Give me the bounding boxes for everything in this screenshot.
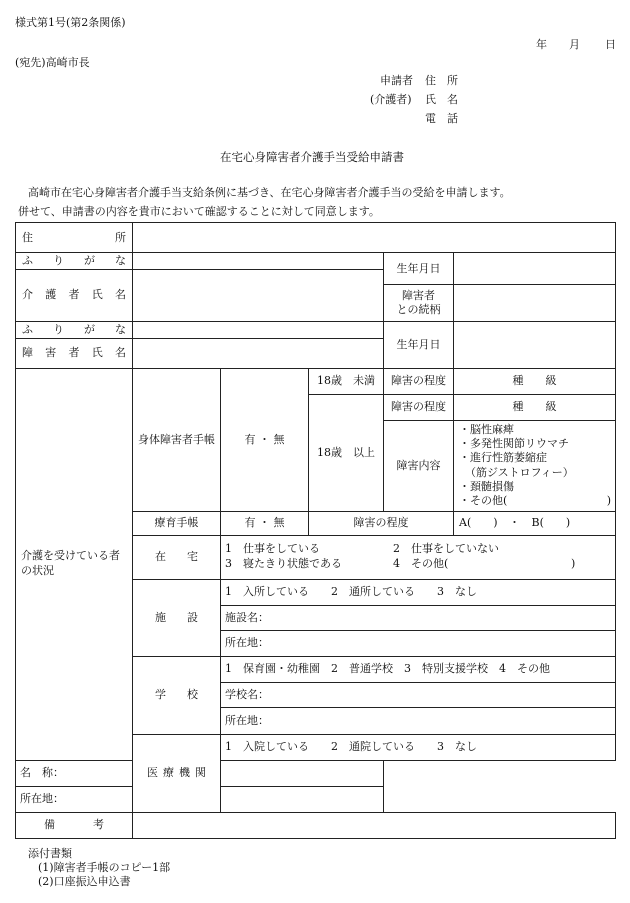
remarks-label: 備考 — [16, 812, 133, 838]
over18-label: 18歳 以上 — [309, 394, 384, 511]
disabled-furigana-label: ふりがな — [16, 321, 133, 338]
medical-name-field[interactable]: 名 称： — [16, 760, 384, 786]
disabled-birth-date-field[interactable] — [454, 321, 616, 368]
home-option-bedridden[interactable]: 3 寝たきり状態である — [225, 557, 342, 570]
disability-content-label: 障害内容 — [384, 420, 454, 511]
applicant-label: 申請者 — [380, 74, 413, 87]
facility-name-field[interactable]: 施設名： — [221, 605, 616, 630]
medical-options[interactable]: 1 入院している 2 通院している 3 なし — [221, 734, 616, 760]
disabled-name-label: 障害者氏名 — [16, 338, 133, 368]
applicant-address-label: 住 所 — [425, 74, 458, 87]
facility-options[interactable]: 1 入所している 2 通所している 3 なし — [221, 579, 616, 605]
page-title: 在宅心身障害者介護手当受給申請書 — [220, 150, 404, 164]
at-home-options — [221, 535, 616, 579]
content-item-other-open: ・その他( — [459, 494, 508, 508]
facility-location-field[interactable]: 所在地： — [221, 630, 616, 656]
content-item-rheumatoid[interactable]: ・多発性関節リウマチ — [459, 436, 569, 450]
date-day-label: 日 — [605, 38, 616, 51]
address-label: 住所 — [16, 223, 133, 253]
ryoiku-degree-label: 障害の程度 — [309, 511, 454, 535]
attachment-item-2: (2)口座振込申込書 — [38, 875, 131, 888]
date-year-label: 年 — [536, 38, 547, 51]
facility-label: 施設 — [133, 579, 221, 656]
applicant-phone-label: 電 話 — [425, 112, 458, 125]
medical-location-field[interactable]: 所在地： — [16, 786, 384, 812]
content-item-other[interactable] — [459, 494, 611, 508]
content-item-muscular-atrophy[interactable]: ・進行性筋萎縮症 — [459, 451, 547, 465]
under18-label: 18歳 未満 — [309, 368, 384, 394]
intro-line-2: 併せて、申請書の内容を貴市において確認することに対して同意します。 — [18, 205, 380, 218]
at-home-label: 在宅 — [133, 535, 221, 579]
home-option-other[interactable]: 4 その他( — [393, 557, 449, 570]
disabled-name-field[interactable] — [133, 338, 384, 368]
content-item-cerebral-palsy[interactable]: ・脳性麻痺 — [459, 422, 514, 436]
content-item-spinal-injury[interactable]: ・頚髄損傷 — [459, 479, 514, 493]
ryoiku-degree-field[interactable] — [454, 511, 616, 535]
disabled-birth-date-label: 生年月日 — [384, 321, 454, 368]
caregiver-birth-date-label: 生年月日 — [384, 253, 454, 285]
care-status-label: 介護を受けている者の状況 — [16, 368, 133, 760]
school-location-field[interactable]: 所在地： — [221, 707, 616, 734]
under18-degree-label: 障害の程度 — [384, 368, 454, 394]
caregiver-birth-date-field[interactable] — [454, 253, 616, 285]
home-option-not-working[interactable]: 2 仕事をしていない — [393, 542, 499, 556]
ryoiku-handbook-yes-no[interactable]: 有 ・ 無 — [221, 511, 309, 535]
school-options[interactable]: 1 保育園・幼稚園 2 普通学校 3 特別支援学校 4 その他 — [221, 656, 616, 682]
ryoiku-b-field[interactable]: B( ) — [531, 516, 571, 530]
ryoiku-handbook-label: 療育手帳 — [133, 511, 221, 535]
caregiver-name-field[interactable] — [133, 269, 384, 321]
at-home-options-row2 — [225, 557, 611, 572]
medical-label: 医療機関 — [133, 734, 221, 812]
addressee: (宛先)高崎市長 — [15, 56, 90, 69]
physical-handbook-yes-no[interactable]: 有 ・ 無 — [221, 368, 309, 511]
caregiver-name-label: 介護者氏名 — [16, 269, 133, 321]
remarks-field[interactable] — [133, 812, 616, 838]
address-field[interactable] — [133, 223, 616, 253]
home-option-other-close: ) — [571, 557, 576, 570]
ryoiku-a-field[interactable]: A( ) — [459, 516, 498, 530]
content-item-muscular-dystrophy: （筋ジストロフィー） — [465, 465, 574, 479]
relationship-label-line1: 障害者 — [402, 289, 435, 302]
caregiver-furigana-label: ふりがな — [16, 253, 133, 270]
caregiver-label: (介護者) — [370, 93, 412, 106]
relationship-label — [384, 284, 454, 321]
physical-handbook-label: 身体障害者手帳 — [133, 368, 221, 511]
over18-grade-field[interactable]: 種 級 — [454, 394, 616, 420]
attachment-item-1: (1)障害者手帳のコピー1部 — [38, 861, 171, 874]
form-number: 様式第1号(第2条関係) — [15, 16, 126, 29]
relationship-label-line2: との続柄 — [396, 302, 441, 316]
date-month-label: 月 — [569, 38, 580, 51]
attachments-title: 添付書類 — [28, 847, 72, 860]
content-item-other-close: ) — [606, 494, 612, 508]
applicant-name-label: 氏 名 — [425, 93, 458, 106]
disabled-furigana-field[interactable] — [133, 321, 384, 338]
under18-grade-field[interactable]: 種 級 — [454, 368, 616, 394]
at-home-options-row1 — [225, 542, 611, 557]
disability-content-list — [454, 420, 616, 511]
intro-line-1: 高崎市在宅心身障害者介護手当支給条例に基づき、在宅心身障害者介護手当の受給を申請します。 — [28, 186, 511, 199]
home-option-working[interactable]: 1 仕事をしている — [225, 542, 320, 556]
application-form-table — [15, 222, 616, 839]
over18-degree-label: 障害の程度 — [384, 394, 454, 420]
relationship-field[interactable] — [454, 284, 616, 321]
school-label: 学校 — [133, 656, 221, 734]
school-name-field[interactable]: 学校名： — [221, 682, 616, 707]
ryoiku-separator: ・ — [509, 516, 521, 530]
caregiver-furigana-field[interactable] — [133, 253, 384, 270]
